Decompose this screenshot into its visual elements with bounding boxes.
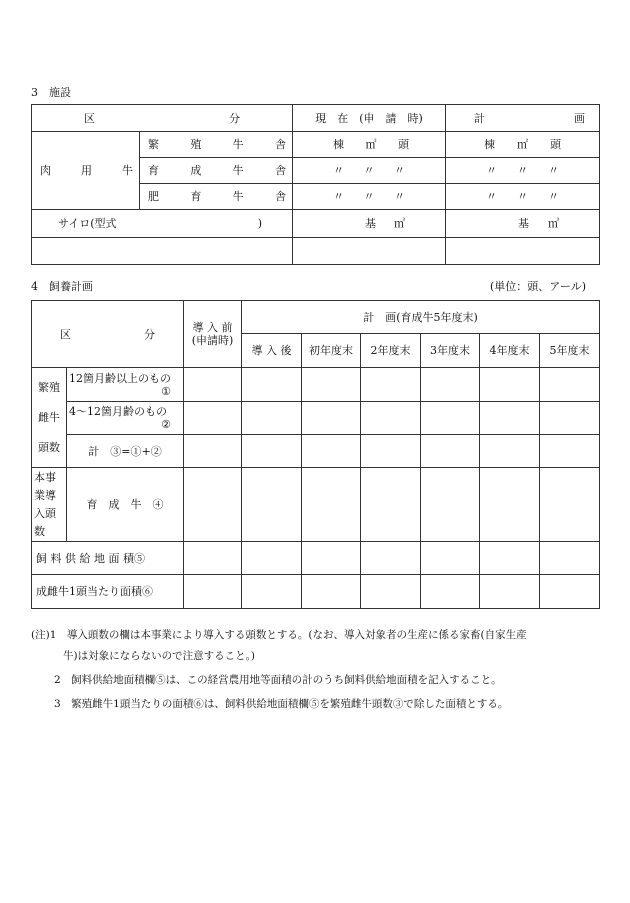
col-year1: 初年度末 bbox=[302, 334, 361, 368]
before-header: 導 入 前 (申請時) bbox=[184, 301, 242, 368]
cell-r6-c0[interactable] bbox=[184, 575, 242, 609]
cell-r3-c0[interactable] bbox=[184, 435, 242, 468]
row-label-total: 計 ③=①+② bbox=[67, 435, 184, 468]
cell-r1-c4[interactable] bbox=[421, 368, 480, 402]
row-label-4to12months: 4～12箇月齢のもの ② bbox=[67, 402, 184, 435]
plan-header: 計 画 bbox=[446, 105, 600, 132]
cell-r4-c5[interactable] bbox=[480, 468, 540, 542]
facility-table bbox=[31, 104, 600, 265]
cell-r4-c2[interactable] bbox=[302, 468, 361, 542]
cell-r3-c6[interactable] bbox=[540, 435, 600, 468]
facility-header-row bbox=[32, 105, 600, 132]
cell-r1-c2[interactable] bbox=[302, 368, 361, 402]
col-year2: 2年度末 bbox=[361, 334, 421, 368]
cell-r5-c5[interactable] bbox=[480, 542, 540, 575]
cell-r3-c3[interactable] bbox=[361, 435, 421, 468]
cell-r4-c1[interactable] bbox=[242, 468, 302, 542]
kubun-header: 区 分 bbox=[32, 105, 293, 132]
cell-r2-c1[interactable] bbox=[242, 402, 302, 435]
cell-r1-c1[interactable] bbox=[242, 368, 302, 402]
cell-r2-c2[interactable] bbox=[302, 402, 361, 435]
cell-r2-c6[interactable] bbox=[540, 402, 600, 435]
note-2: 2 飼料供給地面積欄⑤は、この経営農用地等面積の計のうち飼料供給地面積を記入すること。 bbox=[54, 674, 502, 686]
cell-r4-c6[interactable] bbox=[540, 468, 600, 542]
rearing-barn-current[interactable]: 〃 〃 〃 bbox=[293, 158, 446, 184]
cell-r1-c6[interactable] bbox=[540, 368, 600, 402]
kubun-header-2: 区 分 bbox=[32, 301, 184, 368]
row-label-area-per-cow: 成雌牛1頭当たり面積⑥ bbox=[32, 575, 184, 609]
cell-r1-c3[interactable] bbox=[361, 368, 421, 402]
group-project-intro: 本事 業導 入頭 数 bbox=[32, 468, 67, 542]
silo-plan[interactable]: 基 ㎥ bbox=[446, 210, 600, 238]
blank-label[interactable] bbox=[32, 238, 293, 265]
col-after-intro: 導 入 後 bbox=[242, 334, 302, 368]
cell-r6-c3[interactable] bbox=[361, 575, 421, 609]
cell-r3-c2[interactable] bbox=[302, 435, 361, 468]
row-label-rearing-barn: 育 成 牛 舎 bbox=[140, 158, 293, 184]
row-label-12months: 12箇月齢以上のもの ① bbox=[67, 368, 184, 402]
cell-r5-c2[interactable] bbox=[302, 542, 361, 575]
cell-r2-c4[interactable] bbox=[421, 402, 480, 435]
cell-r2-c0[interactable] bbox=[184, 402, 242, 435]
cell-r6-c5[interactable] bbox=[480, 575, 540, 609]
note-1-cont: 牛)は対象にならないので注意すること。) bbox=[63, 650, 255, 662]
plan-header-2: 計 画(育成牛5年度末) bbox=[242, 301, 600, 334]
breeding-barn-plan[interactable]: 棟 ㎡ 頭 bbox=[446, 132, 600, 158]
cell-r5-c0[interactable] bbox=[184, 542, 242, 575]
rearing-barn-plan[interactable]: 〃 〃 〃 bbox=[446, 158, 600, 184]
note-1: (注)1 導入頭数の欄は本事業により導入する頭数とする。(なお、導入対象者の生産に係る家畜(自家生産 bbox=[31, 629, 527, 641]
breeding-barn-current[interactable]: 棟 ㎡ 頭 bbox=[293, 132, 446, 158]
cell-r5-c4[interactable] bbox=[421, 542, 480, 575]
cell-r4-c0[interactable] bbox=[184, 468, 242, 542]
cell-r2-c5[interactable] bbox=[480, 402, 540, 435]
silo-current[interactable]: 基 ㎥ bbox=[293, 210, 446, 238]
fattening-barn-plan[interactable]: 〃 〃 〃 bbox=[446, 184, 600, 210]
silo-label[interactable]: サイロ(型式 ) bbox=[32, 210, 293, 238]
current-header: 現 在 (申 請 時) bbox=[293, 105, 446, 132]
row-label-breeding-barn: 繁 殖 牛 舎 bbox=[140, 132, 293, 158]
cell-r4-c3[interactable] bbox=[361, 468, 421, 542]
cell-r6-c2[interactable] bbox=[302, 575, 361, 609]
section4-heading: 4 飼養計画 bbox=[31, 280, 93, 293]
cell-r6-c4[interactable] bbox=[421, 575, 480, 609]
cell-r5-c3[interactable] bbox=[361, 542, 421, 575]
cell-r5-c6[interactable] bbox=[540, 542, 600, 575]
cell-r2-c3[interactable] bbox=[361, 402, 421, 435]
group-breeding-cows: 繁殖 雌牛 頭数 bbox=[32, 368, 67, 468]
cell-r3-c5[interactable] bbox=[480, 435, 540, 468]
row-label-feed-area: 飼 料 供 給 地 面 積⑤ bbox=[32, 542, 184, 575]
group-beef-cattle: 肉 用 牛 bbox=[32, 132, 140, 210]
feeding-plan-table bbox=[31, 300, 600, 609]
row-label-heifer: 育 成 牛 ④ bbox=[67, 468, 184, 542]
cell-r1-c5[interactable] bbox=[480, 368, 540, 402]
cell-r6-c1[interactable] bbox=[242, 575, 302, 609]
note-3: 3 繁殖雌牛1頭当たりの面積⑥は、飼料供給地面積欄⑤を繁殖雌牛頭数③で除した面積とする。 bbox=[54, 698, 509, 710]
section3-heading: 3 施設 bbox=[31, 86, 71, 99]
blank-current[interactable] bbox=[293, 238, 446, 265]
fattening-barn-current[interactable]: 〃 〃 〃 bbox=[293, 184, 446, 210]
row-label-fattening-barn: 肥 育 牛 舎 bbox=[140, 184, 293, 210]
cell-r6-c6[interactable] bbox=[540, 575, 600, 609]
cell-r1-c0[interactable] bbox=[184, 368, 242, 402]
col-year3: 3年度末 bbox=[421, 334, 480, 368]
unit-note: (単位：頭、アール) bbox=[489, 280, 586, 293]
col-year5: 5年度末 bbox=[540, 334, 600, 368]
col-year4: 4年度末 bbox=[480, 334, 540, 368]
cell-r5-c1[interactable] bbox=[242, 542, 302, 575]
cell-r3-c4[interactable] bbox=[421, 435, 480, 468]
cell-r4-c4[interactable] bbox=[421, 468, 480, 542]
blank-plan[interactable] bbox=[446, 238, 600, 265]
cell-r3-c1[interactable] bbox=[242, 435, 302, 468]
